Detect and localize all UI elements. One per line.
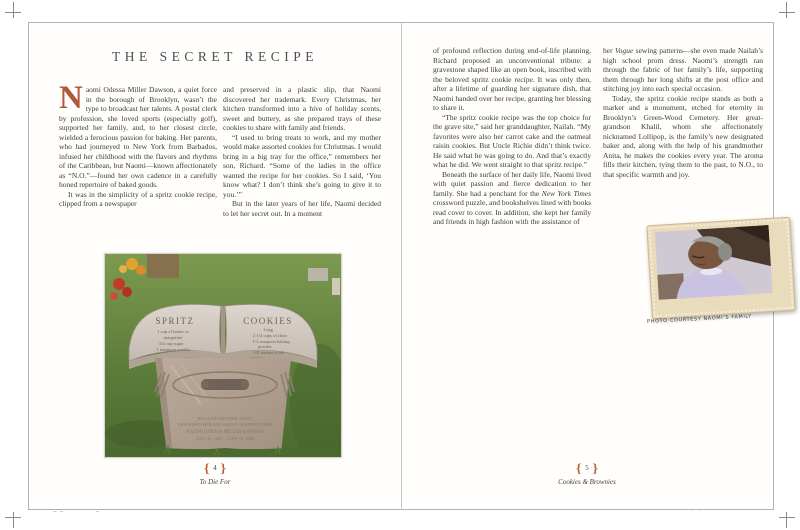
- stone-line: 3/4 cup sugar: [158, 341, 184, 346]
- left-page-column-1: [59, 80, 217, 209]
- yellow-flowers: [136, 265, 146, 275]
- italic-title: New York Times: [541, 188, 591, 198]
- ornament-brace-left: {: [576, 460, 582, 476]
- red-flowers: [110, 292, 118, 300]
- stone-right-header: COOKIES: [243, 316, 293, 326]
- ornament-brace-left: {: [204, 460, 210, 476]
- red-flowers: [122, 287, 132, 297]
- engraved-flower: [241, 380, 249, 388]
- paragraph: [59, 80, 217, 190]
- book-spread: [28, 22, 774, 510]
- gravestone-photo: [104, 253, 342, 458]
- ornament-brace-right: }: [592, 460, 598, 476]
- paragraph: But in the later years of her life, Naomi decided to let her secret out. In a moment: [223, 199, 381, 218]
- memorial-line: GRANDMOTHER AND GREAT-GRANDMOTHER: [177, 422, 273, 427]
- right-page-column-1: [433, 46, 591, 227]
- page-gutter-line: [401, 23, 402, 509]
- paragraph: [603, 46, 763, 94]
- folio-ornament: [401, 459, 773, 477]
- body-text: sewing patterns—she even made Nailah’s high school prom dress. Naomi’s strength ran through the fabric of her family’s life, supporting them through her long shifts at the post office and stitching joy into each special occasion.: [603, 46, 763, 93]
- stone-line: 2 1/4 cups of flour: [253, 333, 287, 338]
- stone-line: powder: [258, 344, 272, 349]
- paragraph: of profound reflection during end-of-life planning, Richard proposed an unconventional tribute: a gravestone shaped like an open book, inscribed with the beloved spritz cookie recipe. It was only then, after a lifetime of guarding her signature dish, that Naomi handed over her recipe, granting her blessing to share it.: [433, 46, 591, 112]
- paragraph: Today, the spritz cookie recipe stands as both a marker and a monument, etched for eternity in Brooklyn’s Green-Wood Cemetery. Her great-grandson Khalil, whom she affectionately nicknamed Lollipop, is the family’s new designated baker and, along with the help of his grandmother Anita, he makes the cookies every year. The aroma fills their kitchen, tying them to the past, to N.O., to that specific warmth and joy.: [603, 93, 763, 179]
- foreground-grass: [105, 448, 341, 457]
- paragraph: “The spritz cookie recipe was the top choice for the grave site,” said her granddaughter, Nailah. “My favorites were also her carrot cake and the oatmeal raisin cookies. But Uncle Richie didn’t think twice. He said what he was going to do. And that’s exactly what he did. We went straight to that spritz recipe.”: [433, 112, 591, 169]
- page-number: 4: [213, 464, 217, 473]
- photo-caption: PHOTO COURTESY NAOMI’S FAMILY: [646, 313, 752, 325]
- background-stone: [332, 278, 340, 295]
- stone-left-header: SPRITZ: [155, 316, 195, 326]
- section-title: Cookies & Brownies: [558, 478, 616, 486]
- body-text: aomi Odessa Miller Dawson, a quiet force in the borough of Brooklyn, wasn’t the type to broadcast her talents. A postal clerk by profession, she loved sports (especially golf), supported her family, and, to her closest circle, wielded a ferocious passion for baking. Her parents, who had journeyed to New York from Barbados, infused her childhood with the flavors and rhythms of the Caribbean, but Naomi—known affectionately as “N.O.”—found her own cadence in a carefully honed repertoire of baked goods.: [59, 85, 217, 189]
- family-photo: [646, 217, 795, 320]
- book-spine: [221, 306, 225, 354]
- body-text: her: [603, 46, 615, 55]
- body-text: crossword puzzle, and bookshelves lined with books read cover to cover. In addition, she kept her family and friends in high fashion with the assistance of: [433, 198, 591, 226]
- right-page-column-2: [603, 46, 763, 179]
- crop-mark: [779, 517, 795, 518]
- gravestone-illustration: [105, 254, 341, 457]
- paragraph: and preserved in a plastic slip, that Naomi discovered her trademark. Every Christmas, her kitchen transformed into a hive of holiday scents, sweet and buttery, as she prepared trays of these cookies to share with family and friends.: [223, 85, 381, 132]
- stone-line: 1 cup of butter or: [157, 329, 189, 334]
- stone-line: 1 egg: [262, 327, 274, 332]
- memorial-line: BELOVED MOTHER, AUNT,: [197, 416, 253, 421]
- red-flowers: [113, 278, 125, 290]
- memorial-line: NAOMI ODESSA MILLER-DAWSON: [186, 430, 264, 435]
- memorial-line: JULY 26, 1921 – JUNE 10, 2008: [195, 436, 255, 441]
- italic-title: Vogue: [614, 46, 634, 55]
- body-text: Beneath the surface of her daily life, Naomi lived with quiet passion and fierce dedication to her family. She had a penchant for the: [433, 169, 591, 198]
- crop-mark: [786, 512, 787, 528]
- drop-cap: N: [59, 80, 83, 116]
- folio-ornament: [29, 459, 401, 477]
- crop-mark: [13, 512, 14, 528]
- crop-mark: [779, 12, 795, 13]
- stone-line: 1/8 teaspoon salt: [253, 350, 285, 355]
- stone-line: margarine: [163, 335, 183, 340]
- crop-mark: [13, 2, 14, 18]
- ornament-brace-right: }: [220, 460, 226, 476]
- yellow-flowers: [119, 265, 127, 273]
- chapter-title: THE SECRET RECIPE: [111, 49, 318, 64]
- left-page-footer: [29, 459, 401, 486]
- stone-line: 1 teaspoon vanilla: [156, 347, 190, 352]
- paragraph: It was in the simplicity of a spritz cookie recipe, clipped from a newspaper: [59, 189, 217, 208]
- planter: [147, 254, 179, 278]
- background-stone: [308, 268, 328, 281]
- left-page-column-2: [223, 85, 381, 218]
- stone-line: 1/2 teaspoon baking: [252, 339, 290, 344]
- family-photo-illustration: [655, 225, 773, 300]
- engraved-flower: [201, 380, 209, 388]
- page-number: 5: [585, 464, 589, 473]
- yellow-flowers: [126, 258, 138, 270]
- paragraph: [433, 170, 591, 227]
- section-title: To Die For: [199, 478, 231, 486]
- right-page-footer: [401, 459, 773, 486]
- crop-mark: [786, 2, 787, 18]
- paragraph: “I used to bring treats to work, and my mother would make assorted cookies for Christmas. I would bring in a big tray for the office,” remembers her son, Richard. “Some of the ladies in the office wanted the recipe for her cookies. So I said, ‘You know what? I don’t think she’s going to give it to you.’”: [223, 132, 381, 199]
